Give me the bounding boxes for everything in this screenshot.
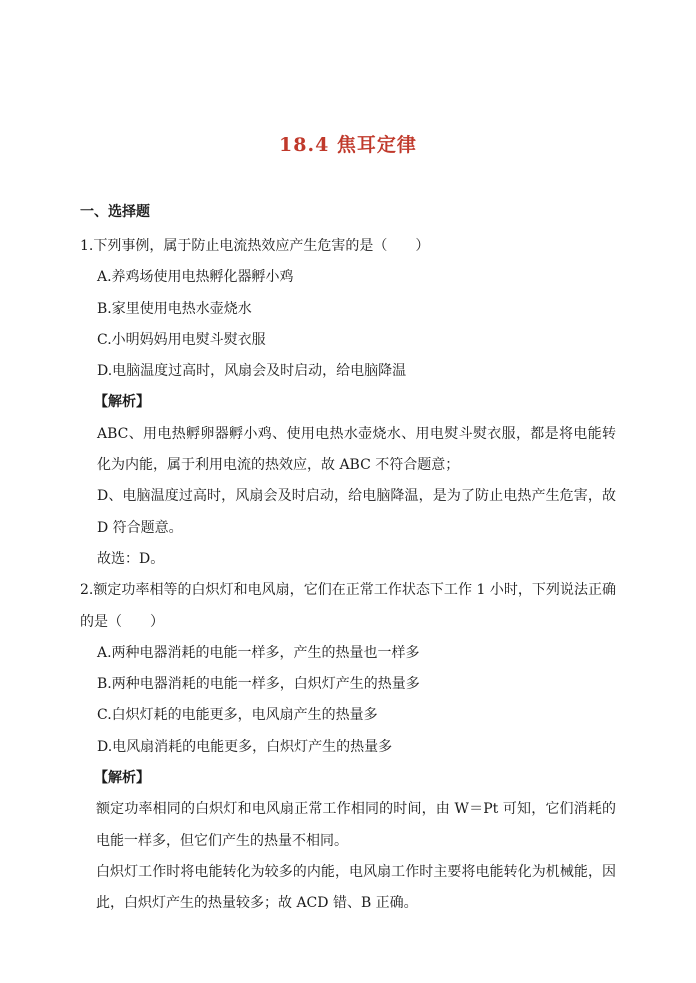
question-2-option-d: D.电风扇消耗的电能更多，白炽灯产生的热量多 (97, 738, 393, 755)
page-title: 18.4 焦耳定律 (279, 134, 417, 156)
question-1-option-d: D.电脑温度过高时，风扇会及时启动，给电脑降温 (97, 363, 407, 380)
question-2-option-b: B.两种电器消耗的电能一样多，白炽灯产生的热量多 (97, 676, 420, 693)
question-1-stem: 1.下列事例，属于防止电流热效应产生危害的是（ ） (80, 238, 430, 254)
question-1-option-b: B.家里使用电热水壶烧水 (97, 300, 252, 317)
question-2-option-a: A.两种电器消耗的电能一样多，产生的热量也一样多 (97, 644, 420, 661)
question-list (80, 231, 616, 920)
section-heading: 一、选择题 (80, 204, 150, 220)
question-2-option-c: C.白炽灯耗的电能更多，电风扇产生的热量多 (97, 707, 378, 724)
question-1-analysis-label: 【解析】 (94, 394, 150, 411)
question-2-analysis-label: 【解析】 (94, 770, 150, 787)
question-1-analysis-para-1: ABC、用电热孵卵器孵小鸡、使用电热水壶烧水、用电熨斗熨衣服，都是将电能转化为内能，属于利用电流的热效应，故 ABC 不符合题意； (97, 425, 616, 474)
question-1-analysis-para-2: D、电脑温度过高时，风扇会及时启动，给电脑降温，是为了防止电热产生危害，故 D 符合题意。 (97, 488, 616, 536)
question-1-answer: 故选：D。 (97, 550, 165, 567)
question-1-option-a: A.养鸡场使用电热孵化器孵小鸡 (97, 269, 294, 286)
question-2-analysis-para-2: 白炽灯工作时将电能转化为较多的内能，电风扇工作时主要将电能转化为机械能，因此，白炽灯产生的热量较多；故 ACD 错、B 正确。 (96, 863, 616, 912)
question-2-stem: 2.额定功率相等的白炽灯和电风扇，它们在正常工作状态下工作 1 小时，下列说法正确的是（ ） (80, 582, 616, 630)
question-2-analysis-para-1: 额定功率相同的白炽灯和电风扇正常工作相同的时间，由 W＝Pt 可知，它们消耗的电能一样多，但它们产生的热量不相同。 (96, 801, 616, 849)
question-1-option-c: C.小明妈妈用电熨斗熨衣服 (97, 331, 266, 348)
